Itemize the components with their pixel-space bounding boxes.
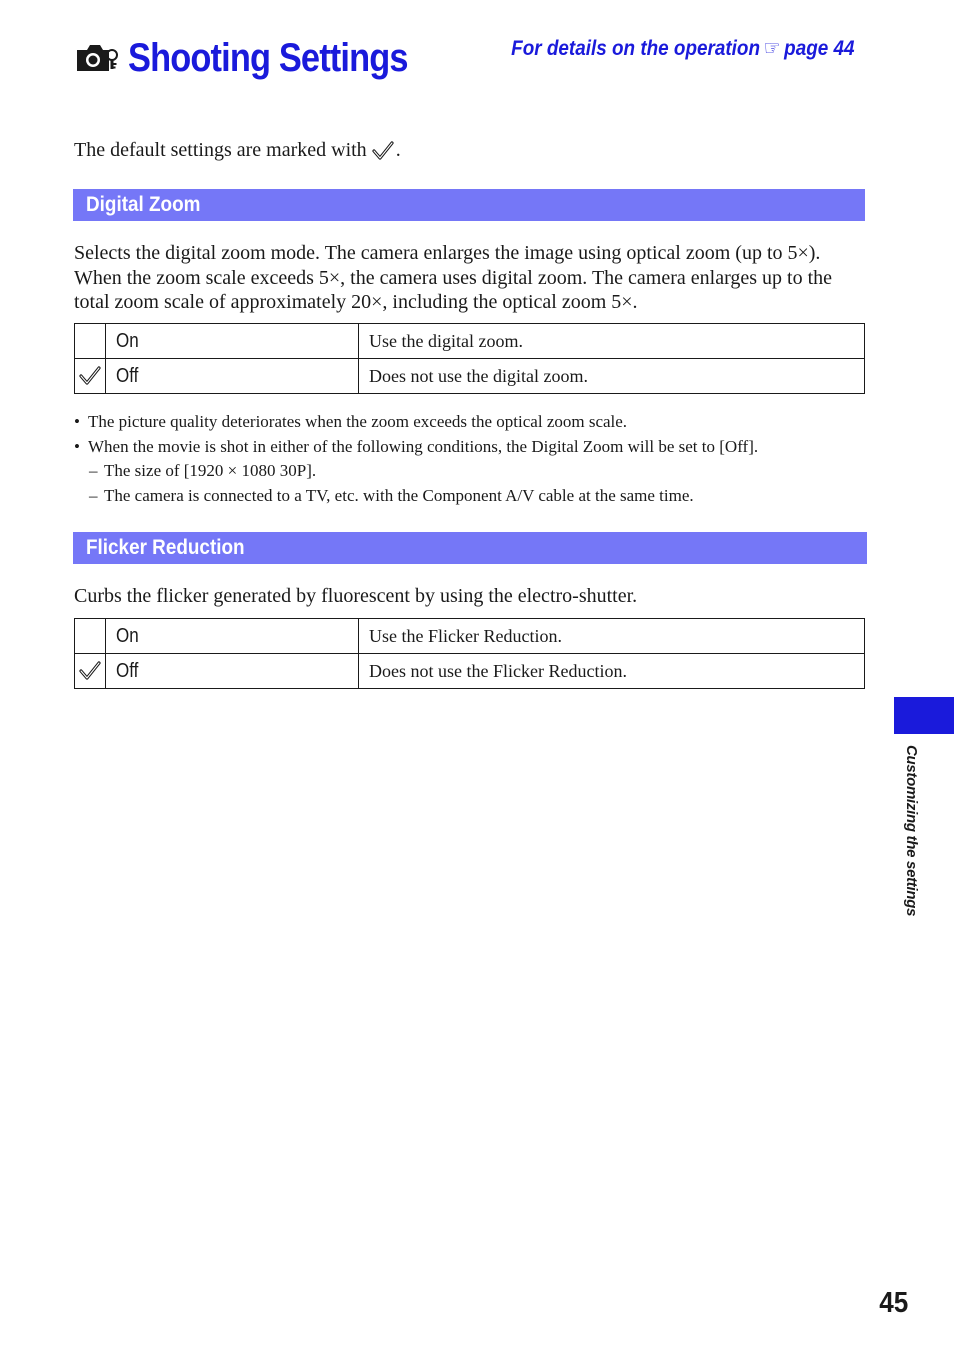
reference-prefix: For details on the operation	[511, 37, 761, 60]
checkmark-icon	[372, 141, 394, 161]
pointing-hand-icon: ☞	[764, 37, 782, 60]
list-item: • When the movie is shot in either of the following conditions, the Digital Zoom will be set to [Off].	[74, 436, 759, 456]
checkmark-icon	[79, 661, 101, 681]
intro-period: .	[395, 139, 401, 161]
flicker-reduction-options-table	[74, 618, 865, 689]
chapter-tab[interactable]	[894, 697, 954, 734]
reference-page: page 44	[784, 37, 855, 60]
option-description-cell: Does not use the digital zoom.	[359, 359, 865, 394]
page-title	[74, 30, 453, 86]
table-row	[75, 619, 865, 654]
page-number: 45	[878, 1287, 908, 1319]
sub-note-text: The camera is connected to a TV, etc. with the Component A/V cable at the same time.	[104, 485, 694, 505]
option-description-cell: Use the Flicker Reduction.	[359, 619, 865, 654]
option-name: On	[116, 329, 139, 352]
section-heading-digital-zoom	[73, 189, 865, 221]
note-text: When the movie is shot in either of the following conditions, the Digital Zoom will be set to [Off].	[88, 436, 759, 456]
default-marker-cell	[75, 619, 106, 654]
operation-reference[interactable]	[512, 36, 855, 61]
list-item: – The camera is connected to a TV, etc. with the Component A/V cable at the same time.	[89, 485, 694, 505]
digital-zoom-options-table	[74, 323, 865, 394]
option-name: On	[116, 624, 139, 647]
digital-zoom-notes	[74, 410, 864, 508]
table-row	[75, 654, 865, 689]
page-title-text: Shooting Settings	[128, 35, 408, 80]
option-name-cell	[106, 324, 359, 359]
digital-zoom-description: Selects the digital zoom mode. The camera enlarges the image using optical zoom (up to 5×). When the zoom scale exceeds 5×, the camera uses digital zoom. The camera enlarges up to the total zoom scale of approximately 20×, including the optical zoom 5×.	[74, 242, 833, 313]
option-name: Off	[116, 364, 139, 387]
option-description-cell: Use the digital zoom.	[359, 324, 865, 359]
checkmark-icon	[79, 366, 101, 386]
camera-icon	[74, 42, 118, 74]
default-marker-cell	[75, 324, 106, 359]
option-description-cell: Does not use the Flicker Reduction.	[359, 654, 865, 689]
table-row	[75, 359, 865, 394]
section-heading-text: Flicker Reduction	[86, 536, 245, 559]
chapter-label: Customizing the settings	[903, 745, 920, 917]
table-row	[75, 324, 865, 359]
note-text: The picture quality deteriorates when the zoom exceeds the optical zoom scale.	[88, 412, 628, 431]
section-heading-text: Digital Zoom	[86, 193, 201, 216]
option-name: Off	[116, 659, 139, 682]
option-name-cell	[106, 619, 359, 654]
default-marker-intro	[74, 139, 401, 162]
intro-text: The default settings are marked with	[74, 139, 367, 161]
list-item: – The size of [1920 × 1080 30P].	[89, 461, 317, 480]
option-name-cell	[106, 654, 359, 689]
default-marker-cell	[75, 359, 106, 394]
option-name-cell	[106, 359, 359, 394]
default-marker-cell	[75, 654, 106, 689]
flicker-reduction-description: Curbs the flicker generated by fluorescent by using the electro-shutter.	[74, 585, 638, 607]
section-heading-flicker-reduction	[73, 532, 867, 564]
sub-note-text: The size of [1920 × 1080 30P].	[104, 461, 317, 480]
list-item: • The picture quality deteriorates when the zoom exceeds the optical zoom scale.	[74, 412, 628, 431]
